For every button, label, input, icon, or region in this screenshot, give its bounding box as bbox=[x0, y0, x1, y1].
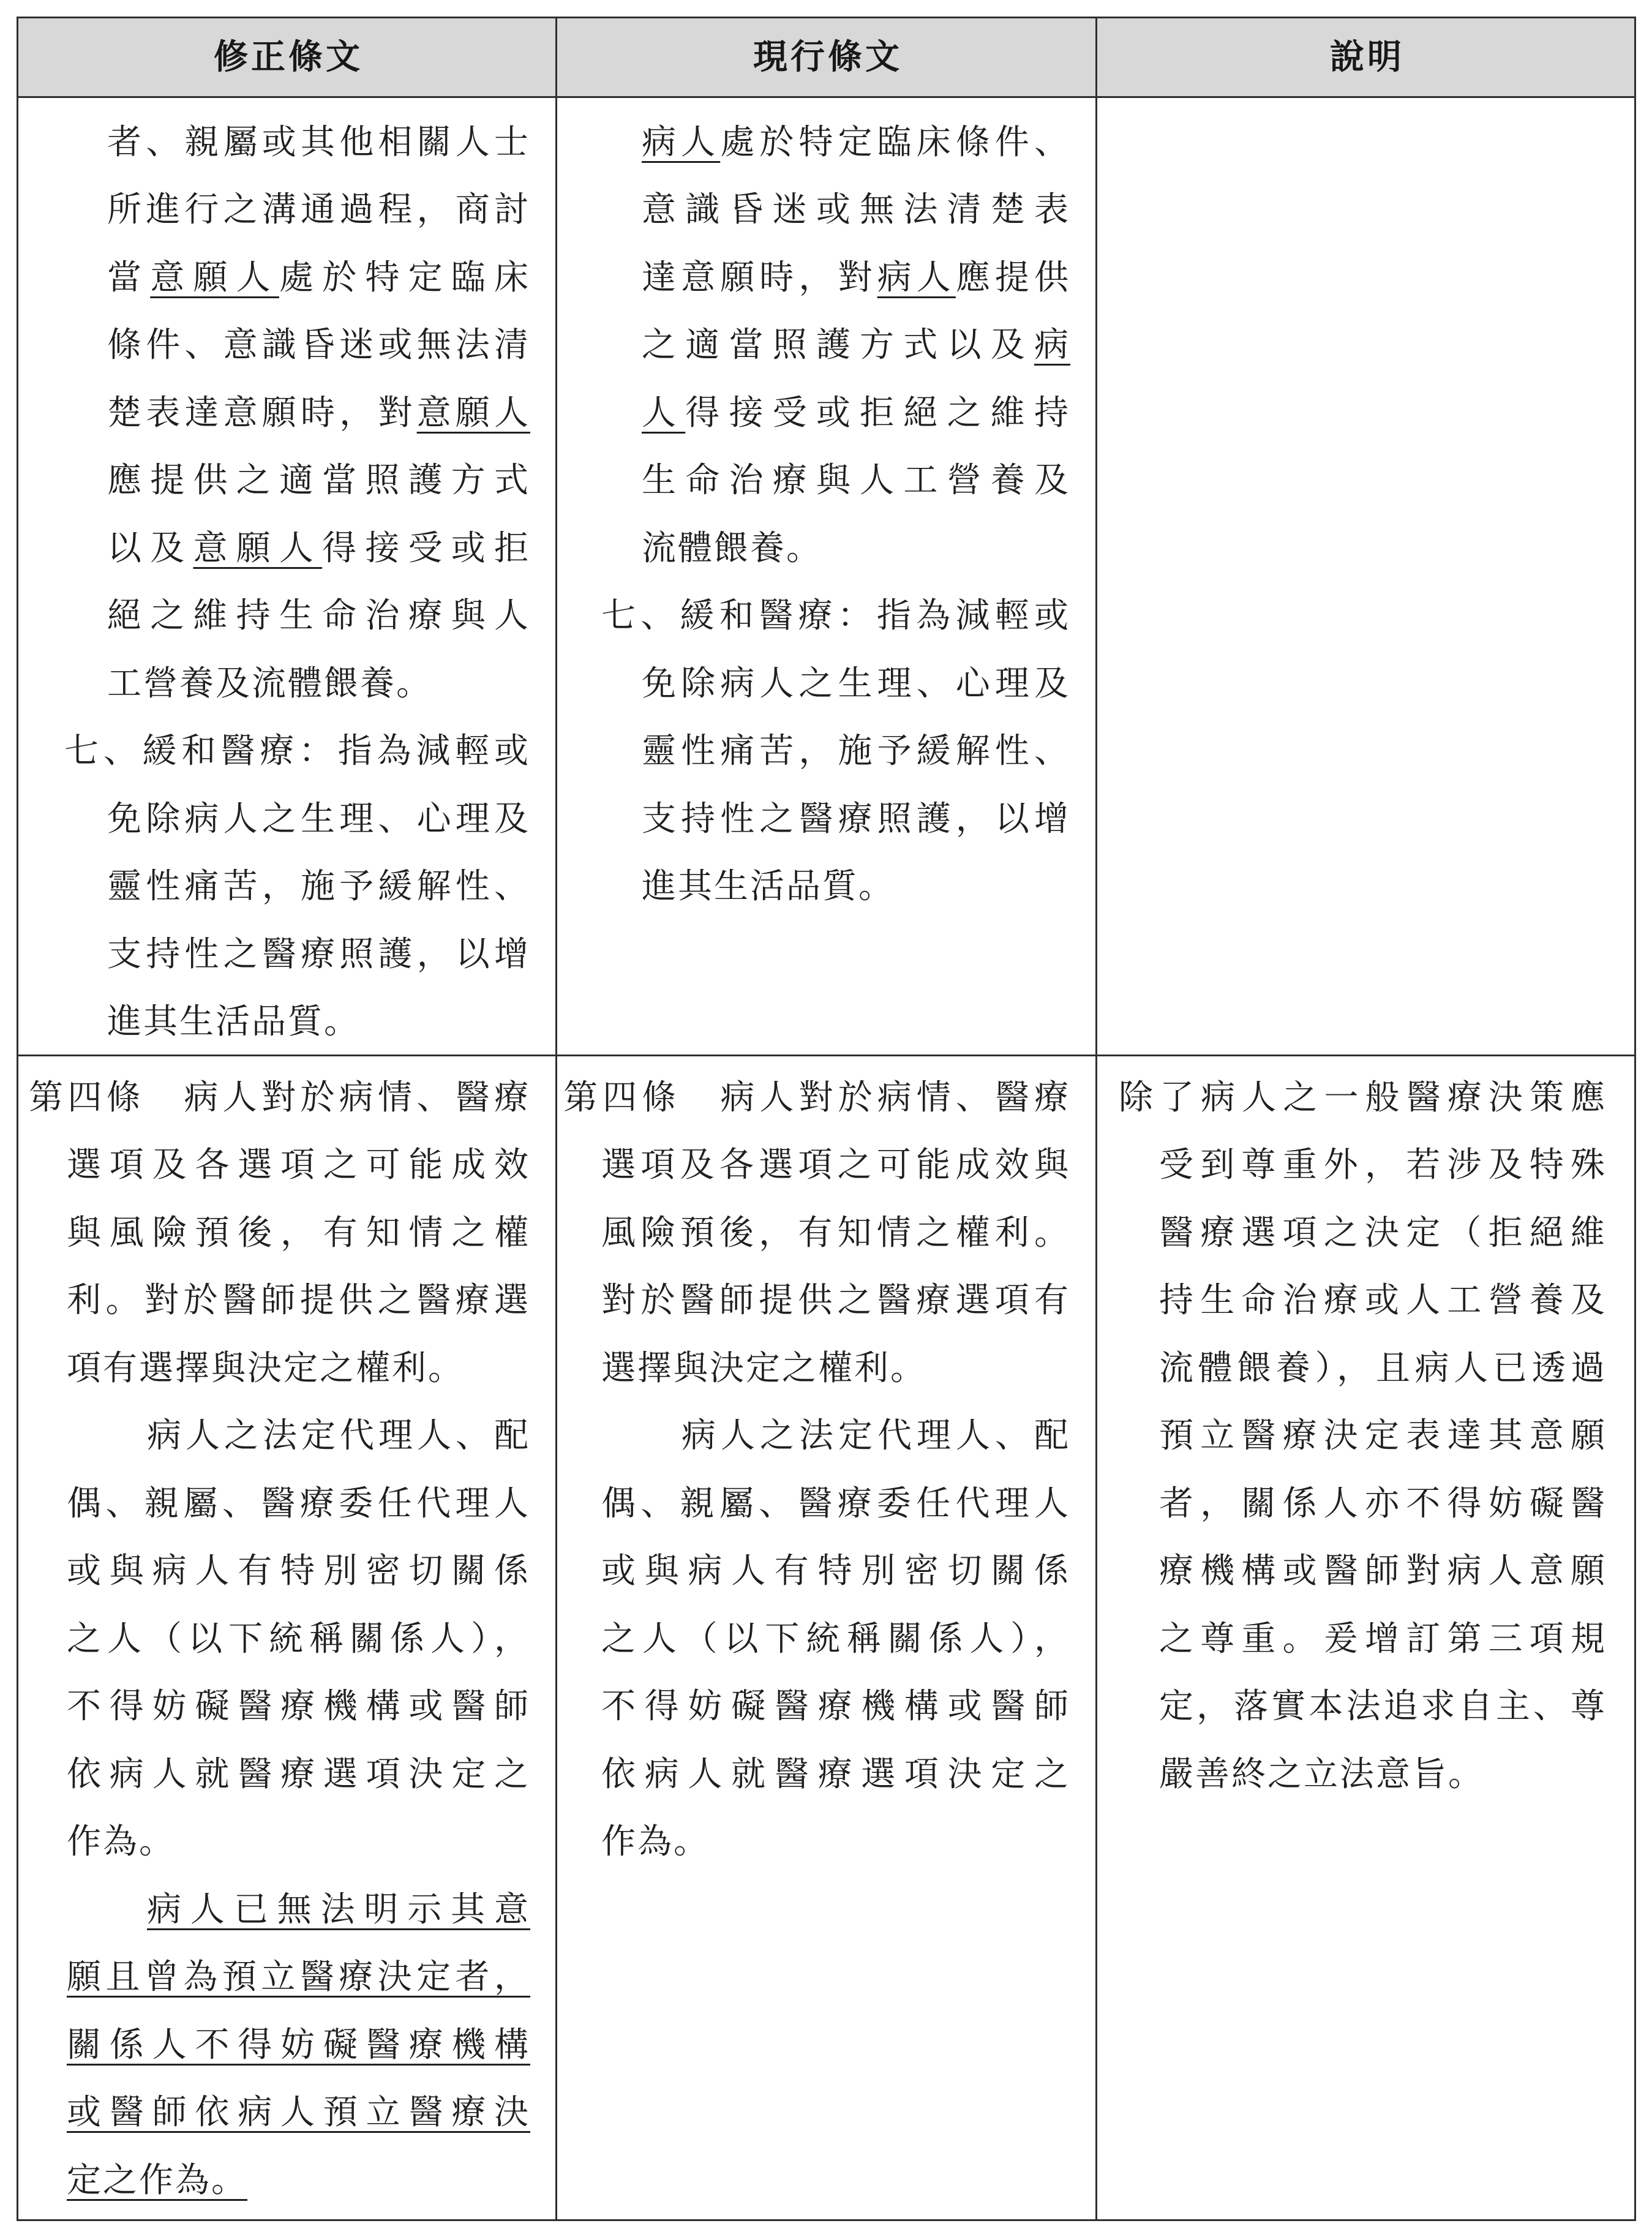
text-segment: 當 bbox=[107, 257, 151, 298]
explanation-text-line: 嚴善終之立法意旨。 bbox=[1159, 1754, 1484, 1794]
current-text-line: 之人（以下統稱關係人）， bbox=[601, 1619, 1070, 1659]
underlined-amendment: 病人已無法明示其意 bbox=[147, 1889, 530, 1930]
explanation-cell bbox=[1096, 1064, 1607, 1809]
amended-text-line: 與風險預後，有知情之權 bbox=[67, 1212, 530, 1253]
current-text-line: 意識昏迷或無法清楚表 bbox=[642, 190, 1070, 230]
amended-text-line: 進其生活品質。 bbox=[107, 1002, 360, 1042]
amended-text-line: 病人之法定代理人、配 bbox=[147, 1416, 530, 1456]
amended-text-line: 支持性之醫療照護，以增 bbox=[107, 934, 530, 974]
current-text-line: 作為。 bbox=[601, 1822, 710, 1862]
amended-text-line: 項有選擇與決定之權利。 bbox=[67, 1348, 464, 1388]
explanation-text-line: 除了病人之一般醫療決策應 bbox=[1119, 1077, 1607, 1118]
explanation-text-line: 受到尊重外，若涉及特殊 bbox=[1159, 1145, 1607, 1185]
amended-text-line bbox=[17, 2079, 530, 2147]
underlined-amendment: 願且曾為預立醫療決定者， bbox=[67, 1957, 530, 1997]
amended-text-line bbox=[17, 380, 530, 448]
text-segment: 得接受或拒 bbox=[322, 528, 530, 568]
amended-text-line: 靈性痛苦，施予緩解性、 bbox=[107, 867, 530, 906]
amended-text-line bbox=[17, 515, 530, 583]
text-segment: 達意願時，對 bbox=[642, 257, 877, 298]
current-text-line bbox=[556, 312, 1070, 380]
amended-text-line: 第四條 病人對於病情、醫療 bbox=[29, 1077, 530, 1118]
amended-text-line: 或與病人有特別密切關係 bbox=[67, 1551, 530, 1591]
underlined-amendment: 定之作為。 bbox=[67, 2160, 247, 2200]
amended-text-line: 免除病人之生理、心理及 bbox=[107, 799, 530, 839]
header-explanation: 說明 bbox=[1330, 37, 1405, 77]
current-text-line: 進其生活品質。 bbox=[642, 867, 895, 906]
current-text-line: 免除病人之生理、心理及 bbox=[642, 663, 1070, 704]
amended-text-line: 選項及各選項之可能成效 bbox=[67, 1145, 530, 1185]
text-segment: 得接受或拒絕之維持 bbox=[685, 393, 1070, 433]
current-text-line: 支持性之醫療照護，以增 bbox=[642, 799, 1070, 839]
table-top-border bbox=[17, 17, 1636, 18]
underlined-amendment: 意願人 bbox=[416, 393, 530, 433]
current-text-line: 流體餵養。 bbox=[642, 528, 822, 568]
underlined-amendment: 意願人 bbox=[150, 257, 279, 298]
current-text-line: 選擇與決定之權利。 bbox=[601, 1348, 926, 1388]
amended-text-line: 應提供之適當照護方式 bbox=[107, 461, 530, 500]
amended-text-line: 七、緩和醫療：指為減輕或 bbox=[64, 731, 530, 771]
underlined-amendment: 人 bbox=[642, 393, 686, 433]
amended-text-line: 偶、親屬、醫療委任代理人 bbox=[67, 1483, 530, 1524]
amended-text-line bbox=[17, 1944, 530, 2012]
amended-text-line bbox=[17, 244, 530, 312]
current-text-line: 第四條 病人對於病情、醫療 bbox=[563, 1077, 1070, 1118]
underlined-amendment: 病人 bbox=[877, 257, 956, 298]
current-text-line: 七、緩和醫療：指為減輕或 bbox=[601, 596, 1070, 636]
header-amended-articles: 修正條文 bbox=[214, 37, 363, 77]
amended-text-line: 利。對於醫師提供之醫療選 bbox=[67, 1280, 530, 1320]
amended-text-line: 所進行之溝通過程，商討 bbox=[107, 190, 530, 230]
underlined-amendment: 關係人不得妨礙醫療機構 bbox=[67, 2025, 530, 2065]
current-text-line: 病人之法定代理人、配 bbox=[681, 1416, 1070, 1456]
amended-text-line: 之人（以下統稱關係人）， bbox=[67, 1619, 530, 1659]
explanation-text-line: 預立醫療決定表達其意願 bbox=[1159, 1416, 1607, 1456]
underlined-amendment: 病 bbox=[1034, 325, 1070, 365]
header-bottom-border bbox=[17, 96, 1636, 98]
amended-text-line: 工營養及流體餵養。 bbox=[107, 663, 432, 704]
current-text-line: 風險預後，有知情之權利。 bbox=[601, 1212, 1070, 1253]
table-right-border bbox=[1634, 17, 1636, 2221]
underlined-amendment: 或醫師依病人預立醫療決 bbox=[67, 2092, 530, 2132]
amended-text-line: 作為。 bbox=[67, 1822, 175, 1862]
current-article-cell bbox=[556, 1064, 1070, 1876]
amended-article-cell bbox=[17, 1064, 530, 2215]
amended-article-cell bbox=[17, 109, 530, 1056]
current-text-line: 靈性痛苦，施予緩解性、 bbox=[642, 731, 1070, 771]
current-text-line bbox=[556, 109, 1070, 177]
amended-text-line: 依病人就醫療選項決定之 bbox=[67, 1754, 530, 1794]
explanation-text-line: 之尊重。爰增訂第三項規 bbox=[1159, 1619, 1607, 1659]
amended-text-line: 條件、意識昏迷或無法清 bbox=[107, 325, 530, 365]
text-segment: 之適當照護方式以及 bbox=[642, 325, 1034, 365]
current-text-line bbox=[556, 380, 1070, 448]
explanation-text-line: 者，關係人亦不得妨礙醫 bbox=[1159, 1483, 1607, 1524]
current-text-line bbox=[556, 244, 1070, 312]
table-bottom-border bbox=[17, 2219, 1636, 2221]
current-text-line: 依病人就醫療選項決定之 bbox=[601, 1754, 1070, 1794]
explanation-text-line: 醫療選項之決定（拒絕維 bbox=[1159, 1212, 1607, 1253]
explanation-text-line: 持生命治療或人工營養及 bbox=[1159, 1280, 1607, 1320]
current-text-line: 對於醫師提供之醫療選項有 bbox=[601, 1280, 1070, 1320]
current-article-cell bbox=[556, 109, 1070, 921]
underlined-amendment: 意願人 bbox=[193, 528, 323, 568]
explanation-text-line: 定，落實本法追求自主、尊 bbox=[1159, 1686, 1607, 1726]
current-text-line: 不得妨礙醫療機構或醫師 bbox=[601, 1686, 1070, 1726]
explanation-text-line: 療機構或醫師對病人意願 bbox=[1159, 1551, 1607, 1591]
amended-text-line bbox=[17, 2012, 530, 2080]
amended-text-line bbox=[17, 1876, 530, 1944]
text-segment: 處於特定臨床條件、 bbox=[720, 122, 1070, 162]
underlined-amendment: 病人 bbox=[642, 122, 721, 162]
text-segment: 應提供 bbox=[955, 257, 1070, 298]
explanation-text-line: 流體餵養），且病人已透過 bbox=[1159, 1348, 1607, 1388]
current-text-line: 選項及各選項之可能成效與 bbox=[601, 1145, 1070, 1185]
text-segment: 以及 bbox=[107, 528, 193, 568]
amended-text-line bbox=[17, 2147, 530, 2215]
current-text-line: 生命治療與人工營養及 bbox=[642, 461, 1070, 500]
text-segment: 楚表達意願時，對 bbox=[107, 393, 417, 433]
amended-text-line: 者、親屬或其他相關人士 bbox=[107, 122, 530, 162]
current-text-line: 或與病人有特別密切關係 bbox=[601, 1551, 1070, 1591]
amended-text-line: 不得妨礙醫療機構或醫師 bbox=[67, 1686, 530, 1726]
header-current-articles: 現行條文 bbox=[753, 37, 903, 77]
text-segment: 處於特定臨床 bbox=[279, 257, 530, 298]
amended-text-line: 絕之維持生命治療與人 bbox=[107, 596, 530, 636]
current-text-line: 偶、親屬、醫療委任代理人 bbox=[601, 1483, 1070, 1524]
